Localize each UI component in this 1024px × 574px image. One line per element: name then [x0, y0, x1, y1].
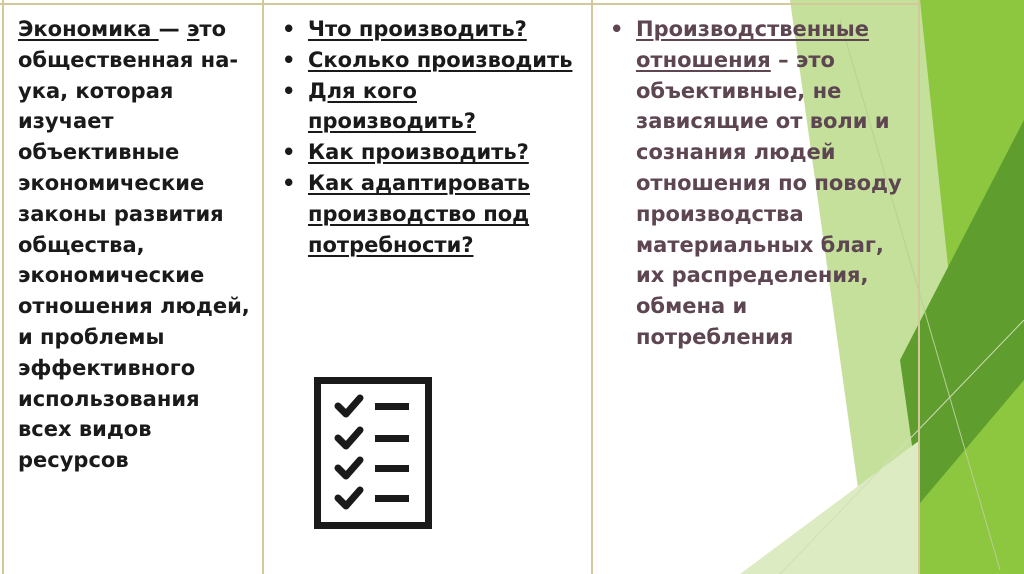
list-item [282, 168, 582, 260]
bullet: • [282, 17, 296, 41]
economic-questions [282, 14, 582, 260]
question-text: Для кого производить? [308, 78, 476, 134]
table-right-border [918, 0, 920, 574]
bullet: • [282, 47, 296, 72]
list-item [282, 76, 582, 138]
bullet: • [282, 140, 296, 165]
column-divider [262, 0, 264, 574]
list-item [282, 137, 582, 168]
checklist-row [338, 460, 409, 476]
questions-list [282, 14, 582, 260]
bullet: • [610, 17, 624, 41]
definition-start: э [186, 17, 200, 41]
table-top-border [0, 3, 920, 5]
question-text: Что производить? [308, 17, 527, 41]
bullet: • [282, 78, 296, 103]
bullet: • [282, 170, 296, 195]
checklist-frame [318, 381, 429, 526]
table-left-border [2, 0, 4, 574]
checklist-icon [314, 377, 432, 529]
question-text: Как производить? [308, 140, 529, 165]
definition-economics [18, 14, 253, 476]
list-item [282, 14, 582, 45]
checklist-row [338, 398, 409, 414]
production-relations-list [610, 14, 910, 353]
term-production-relations: Производственные отношения [636, 17, 870, 72]
dash: — [158, 17, 187, 41]
checklist-row [338, 490, 409, 506]
list-item [610, 14, 910, 353]
definition-text: – это объективные, не зависящие от воли и сознания людей отношения по поводу производства материальных благ, их распределения, обмена и потребления [636, 47, 902, 349]
definition-text: то общественная на-ука, которая изучает объективные экономические законы развития общества, экономические отношения людей, и проблемы эффективного использования всех видов ресурсов [18, 17, 250, 473]
checklist-row [338, 430, 409, 446]
column-divider [591, 0, 593, 574]
question-text: Как адаптировать производство под потребности? [308, 170, 530, 257]
term-economics: Экономика [18, 17, 159, 41]
list-item [282, 45, 582, 76]
definition-production-relations [610, 14, 910, 353]
question-text: Сколько производить [308, 47, 573, 72]
